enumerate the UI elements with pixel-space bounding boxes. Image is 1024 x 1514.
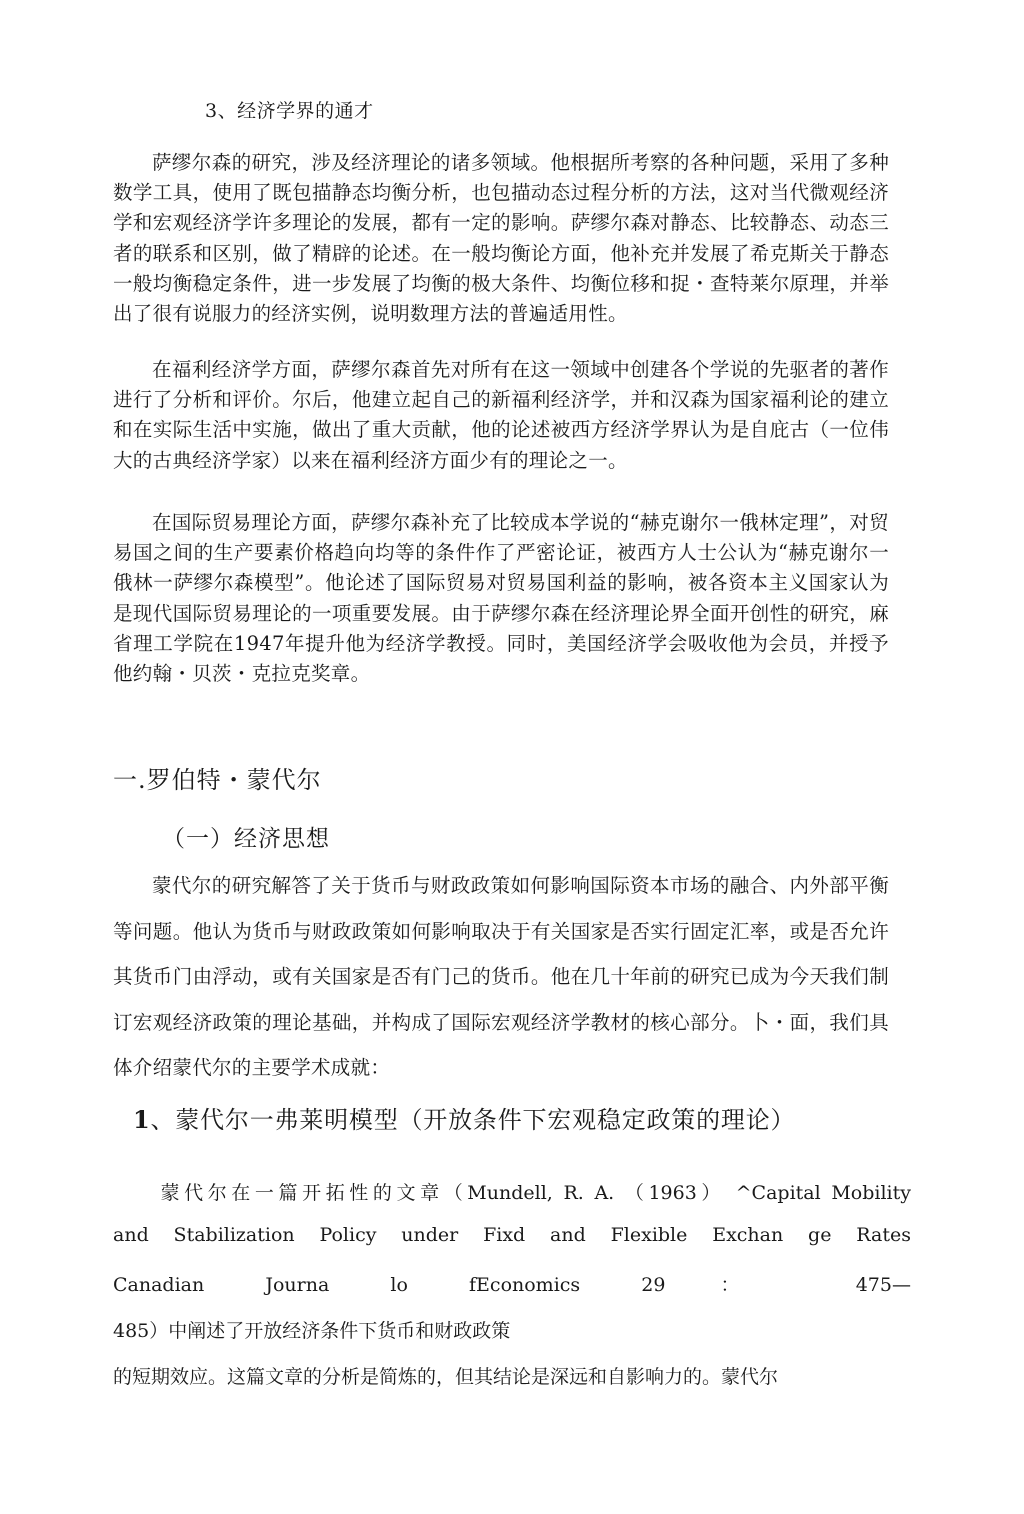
citation-line-5: 的短期效应。这篇文章的分析是简炼的，但其结论是深远和自影响力的。蒙代尔 — [113, 1366, 779, 1388]
section-heading: 3、经济学界的通才 — [205, 100, 374, 122]
paragraph-welfare: 在福利经济学方面，萨缪尔森首先对所有在这一领域中创建各个学说的先驱者的著作进行了分析和评价。尔后，他建立起自己的新福利经济学，并和汉森为国家福利论的建立和在实际生活中实施，做出了重大贡献，他的论述被西方经济学界认为是自庇古（一位伟大的古典经济学家）以来在福利经济方面少有的理论之一。 — [113, 358, 889, 472]
subsection-heading: （一）经济思想 — [162, 826, 330, 852]
citation-line-2: and Stabilization Policy under Fixd and Flexible Exchan ge Rates — [113, 1224, 911, 1246]
citation-line-3: Canadian Journa lo fEconomics 29： 475— — [113, 1274, 911, 1296]
paragraph-statics: 萨缪尔森的研究，涉及经济理论的诸多领域。他根据所考察的各种问题，采用了多种数学工具，使用了既包描静态均衡分析，也包描动态过程分析的方法，这对当代微观经济学和宏观经济学许多理论的发展，都有一定的影响。萨缪尔森对静态、比较静态、动态三者的联系和区别，做了精辟的论述。在一般均衡论方面，他补充并发展了希克斯关于静态一般均衡稳定条件，进一步发展了均衡的极大条件、均衡位移和捉・查特莱尔原理，并举出了很有说服力的经济实例，说明数理方法的普遍适用性。 — [113, 151, 889, 326]
model-heading — [133, 1100, 795, 1135]
paragraph-trade: 在国际贸易理论方面，萨缪尔森补充了比较成本学说的“赫克谢尔一俄林定理”，对贸易国之间的生产要素价格趋向均等的条件作了严密论证，被西方人士公认为“赫克谢尔一俄林一萨缪尔森模型”。他论述了国际贸易对贸易国利益的影响，被各资本主义国家认为是现代国际贸易理论的一项重要发展。由于萨缪尔森在经济理论界全面开创性的研究，麻省理工学院在1947年提升他为经济学教授。同时，美国经济学会吸收他为会员，并授予他约翰・贝茨・克拉克奖章。 — [113, 511, 889, 686]
citation-line-1: 蒙代尔在一篇开拓性的文章（Mundell, R. A. （1963） ^Capital Mobility — [160, 1182, 911, 1204]
model-heading-number: 1 — [133, 1105, 151, 1134]
paragraph-mundell: 蒙代尔的研究解答了关于货币与财政政策如何影响国际资本市场的融合、内外部平衡等问题。他认为货币与财政政策如何影响取决于有关国家是否实行固定汇率，或是否允许其货币门由浮动，或有关国家是否有门己的货币。他在几十年前的研究已成为今天我们制订宏观经济政策的理论基础，并构成了国际宏观经济学教材的核心部分。卜・面，我们具体介绍蒙代尔的主要学术成就： — [113, 874, 889, 1079]
model-heading-text: 、蒙代尔一弗莱明模型（开放条件下宏观稳定政策的理论） — [150, 1106, 796, 1134]
chapter-heading: 一.罗伯特・蒙代尔 — [113, 766, 322, 794]
citation-line-4: 485）中阐述了开放经济条件下货币和财政政策 — [113, 1320, 511, 1342]
